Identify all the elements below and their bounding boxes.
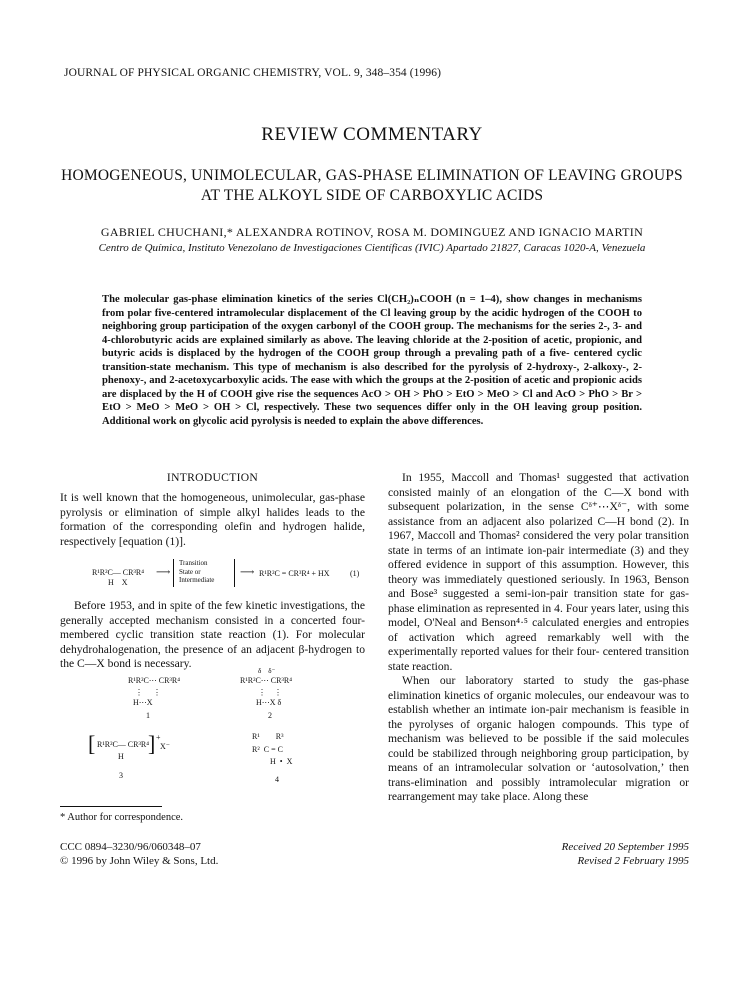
history-paragraph: In 1955, Maccoll and Thomas¹ suggested that activation consisted mainly of an elongation of the C—X bond with subsequent polarization, in the sense Cᵟ⁺⋯Xᵟ⁻, with some assistance from an adjacent also polarized C—H bond (2). In 1967, Maccoll and Thomas² considered the very polar transition state in terms of an intimate ion-pair intermediate (3) and they offered evidence in support of this assumption. However, this theory was immediately questioned seriously. In 1963, Benson and Bose³ suggested a semi-ion-pair transition state for gas-phase elimination as represented in 4. Four years later, using this model, O'Neal and Benson⁴·⁵ calculated energies and entropies of activation which agreed remarkably well with the experimentally reported values for their four- centered transition state reaction. xyxy=(388,471,689,673)
footnote-rule xyxy=(60,806,162,807)
eq1-ts-line2: State or xyxy=(179,567,201,576)
structure-4-number: 4 xyxy=(275,775,279,784)
left-para-2 xyxy=(60,599,365,672)
structure-2-delta: δ δ⁻ xyxy=(258,667,276,675)
copyright: © 1996 by John Wiley & Sons, Ltd. xyxy=(60,855,219,867)
eq1-number: (1) xyxy=(350,569,360,578)
eq1-arrow-2: ⟶ xyxy=(240,567,255,578)
structure-3-bracket-left: [ xyxy=(88,731,96,756)
footnote: * Author for correspondence. xyxy=(60,812,184,823)
article-code xyxy=(60,840,218,868)
mechanism-paragraph: Before 1953, and in spite of the few kinetic investigations, the generally accepted mechanism consisted in a concerted four-membered cyclic transition state reaction (1). For molecular dehydrohalogenation, the presence of an adjacent β-hydrogen to the C—X bond is necessary. xyxy=(60,599,365,670)
structure-3-sub: H xyxy=(118,752,124,761)
structure-4-bottom: H • X xyxy=(270,757,293,766)
received-dates xyxy=(440,840,689,868)
authors: GABRIEL CHUCHANI,* ALEXANDRA ROTINOV, ROSA M. DOMINGUEZ AND IGNACIO MARTIN xyxy=(100,225,644,239)
right-column xyxy=(388,471,689,805)
eq1-bracket xyxy=(173,559,235,587)
intro-heading: INTRODUCTION xyxy=(166,471,259,484)
structure-4-mid: R² C = C xyxy=(252,745,283,754)
ccc-code: CCC 0894–3230/96/060348–07 xyxy=(60,841,201,853)
revised-date: Revised 2 February 1995 xyxy=(577,855,689,867)
structure-1-number: 1 xyxy=(146,711,150,720)
eq1-reactant: R¹R²C— CR³R⁴ xyxy=(92,568,144,577)
structure-2-dots: ⋮ ⋮ xyxy=(258,688,282,697)
intro-paragraph: It is well known that the homogeneous, unimolecular, gas-phase pyrolysis or elimination of simple alkyl halides leads to the formation of the corresponding olefin and hydrogen halide, respectively [equation (1)]. xyxy=(60,491,365,548)
structure-2-top: R¹R²C⋯ CR³R⁴ xyxy=(240,676,292,685)
structure-4-top: R¹ R³ xyxy=(252,732,284,741)
left-column xyxy=(60,471,365,486)
eq1-ts xyxy=(174,559,234,585)
paper-title: HOMOGENEOUS, UNIMOLECULAR, GAS-PHASE ELIMINATION OF LEAVING GROUPS AT THE ALKOYL SIDE OF CARBOXYLIC ACIDS xyxy=(61,167,683,204)
structure-3-charge: + xyxy=(156,733,161,742)
left-para-1 xyxy=(60,491,365,549)
received-date: Received 20 September 1995 xyxy=(561,841,689,853)
structure-1-dots: ⋮ ⋮ xyxy=(135,688,161,697)
structure-1-top: R¹R²C⋯ CR³R⁴ xyxy=(128,676,180,685)
eq1-ts-line3: Intermediate xyxy=(179,576,215,584)
structure-3-ion: X⁻ xyxy=(160,742,170,751)
structure-2-number: 2 xyxy=(268,711,272,720)
abstract: The molecular gas-phase elimination kinetics of the series Cl(CH₂)ₙCOOH (n = 1–4), show changes in mechanisms from polar five-centered intramolecular displacement of the Cl leaving group by the acidic hydrogen of the COOH to neighboring group participation of the oxygen carbonyl of the COOH group. The mechanisms for the series 2-, 3- and 4-chlorobutyric acids are explained similarly as above. The leaving chloride at the 2-position of acetic, propionic, and butyric acids is displaced by the hydrogen of the COOH group through a prevaling path of a five- centered cyclic transition-state mechanism. This type of mechanism is also described for the pyrolysis of 2-hydroxy-, 2-alkoxy-, 2-phenoxy-, and 2-acetoxycarboxylic acids. The ease with which the groups at the 2-position of acetic and propionic acids are displaced by the H of COOH give rise the sequences AcO > OH > PhO > EtO > MeO > Cl and AcO > PhO > Br > EtO > MeO > MeO > OH > Cl, respectively. These two sequences differ only in the OH leaving group position. Additional work on glycolic acid pyrolysis is needed to explain the above differences. xyxy=(102,294,642,427)
eq1-reactant-sub: H X xyxy=(108,578,128,587)
section-heading: REVIEW COMMENTARY xyxy=(261,124,483,145)
eq1-product: R¹R²C = CR³R⁴ + HX xyxy=(259,569,330,578)
affiliation: Centro de Química, Instituto Venezolano de Investigaciones Científicas (IVIC) Apartado 21827, Caracas 1020-A, Venezuela xyxy=(98,242,646,254)
structure-3-number: 3 xyxy=(119,771,123,780)
laboratory-paragraph: When our laboratory started to study the gas-phase elimination kinetics of organic molecules, our endeavour was to establish whether an intimate ion-pair mechanism is feasible in the pyrolyses of organic halogen compounds. This type of mechanism was believed to be possible if the said molecules could be stabilized through neighboring group participation, by means of an intramolecular solvation or ‘autosolvation,’ then trans-elimination and possibly intramolecular migration or rearrangement may take place. Along these xyxy=(388,674,689,803)
eq1-ts-line1: Transition xyxy=(179,559,208,567)
eq1-arrow-1: ⟶ xyxy=(156,567,171,578)
structure-3-bracket-right: ] xyxy=(148,731,156,756)
structure-3-text: R¹R²C— CR³R⁴ xyxy=(97,740,149,749)
structure-2-bottom: H⋯X δ xyxy=(256,698,282,707)
journal-header: JOURNAL OF PHYSICAL ORGANIC CHEMISTRY, VOL. 9, 348–354 (1996) xyxy=(64,67,442,79)
structure-1-bottom: H⋯X xyxy=(133,698,153,707)
